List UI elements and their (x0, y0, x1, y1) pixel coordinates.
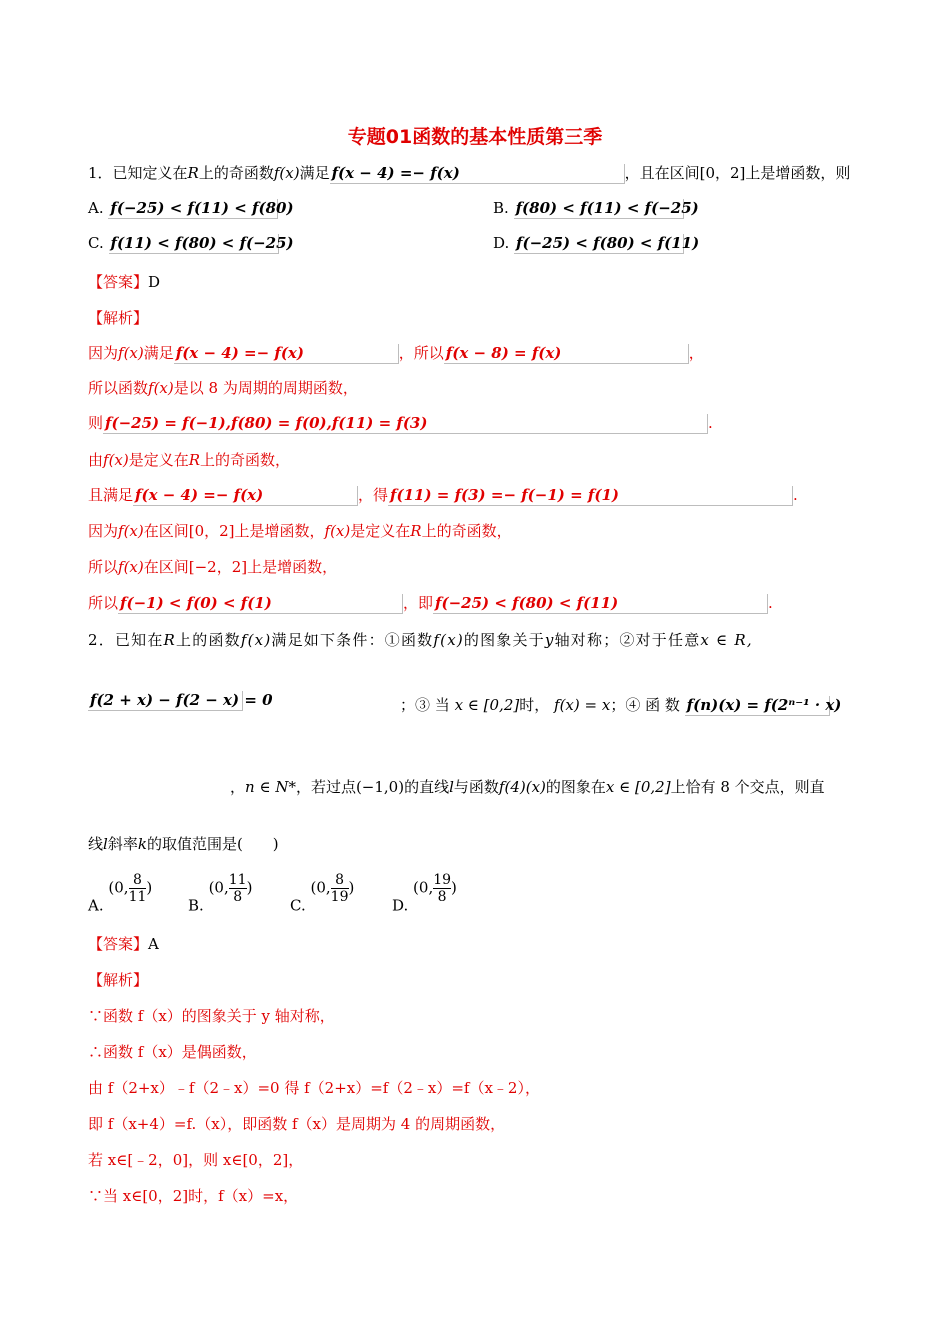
sol-text: 由 (88, 451, 104, 469)
sol-text: 满足 (143, 344, 174, 362)
answer-label: 【答案】 (88, 935, 149, 953)
sol-text: 是定义在 (128, 451, 189, 469)
q2-answer (88, 934, 159, 954)
option-formula: f(11) < f(80) < f(−25) (110, 234, 294, 252)
sol-text: . (793, 486, 798, 504)
q2-solution-line: ∵函数 f（x）的图象关于 y 轴对称， (88, 1007, 335, 1025)
q2-math: f(x) (433, 631, 464, 649)
sol-text: 且满足 (88, 486, 134, 504)
sol-text: 在区间[0，2]上是增函数， (143, 522, 325, 540)
sol-text: 所以 (88, 558, 119, 576)
sol-math: f(x) (324, 522, 351, 540)
q2-math: y (544, 631, 555, 649)
q1-solution-line (88, 378, 358, 398)
option-formula: f(−25) < f(80) < f(11) (516, 234, 700, 252)
option-text: ) (348, 878, 355, 897)
q2-math: x ∈ [0,2] (454, 696, 520, 714)
sol-text: ，得 (358, 486, 389, 504)
q1-option-c (88, 233, 294, 254)
q1-stem-text: 满足 (299, 164, 330, 182)
option-letter: D. (493, 234, 510, 252)
sol-formula: f(−25) < f(80) < f(11) (433, 594, 768, 614)
q2-text: 的取值范围是( ) (146, 835, 279, 853)
sol-math: R (188, 451, 201, 469)
option-text: ) (246, 878, 253, 897)
q2-math: l (103, 835, 108, 853)
q1-solution-line (88, 450, 290, 470)
answer-value: A (148, 935, 159, 953)
q2-solution-line: ∵当 x∈[0，2]时，f（x）=x， (88, 1187, 299, 1205)
option-fraction (129, 872, 147, 905)
fraction-denominator: 8 (433, 888, 451, 905)
q1-condition-formula: f(x − 4) =− f(x) (330, 164, 625, 184)
sol-text: 上的奇函数， (421, 522, 512, 540)
q2-text: 上恰有 8 个交点，则直 (670, 778, 825, 796)
option-letter: A. (88, 896, 104, 915)
q2-text: 的图象在 (545, 778, 606, 796)
fraction-numerator: 11 (228, 872, 247, 888)
option-text: (0, (310, 878, 331, 897)
q2-stem-line (88, 834, 279, 854)
sol-text: ，即 (403, 594, 434, 612)
q1-solution-line (88, 413, 713, 434)
fraction-denominator: 11 (128, 889, 147, 905)
option-fraction (331, 872, 349, 905)
fraction-denominator: 8 (229, 888, 247, 905)
q1-analysis-label: 【解析】 (88, 309, 149, 327)
sol-math: f(x) (103, 451, 129, 469)
q2-math: x ∈ R, (700, 631, 753, 649)
q2-solution-line: ∴函数 f（x）是偶函数， (88, 1043, 257, 1061)
q2-option-d (392, 872, 457, 916)
sol-text: . (768, 594, 773, 612)
sol-math: f(x) (118, 344, 144, 362)
fraction-numerator: 8 (335, 872, 345, 888)
option-formula: f(−25) < f(11) < f(80) (110, 199, 294, 217)
q1-R: R (187, 164, 199, 182)
q1-stem-text: 1．已知定义在 (88, 164, 188, 182)
q2-stem-line (88, 690, 273, 711)
q2-stem-line (400, 695, 842, 716)
q1-solution-line (88, 521, 512, 541)
option-fraction (229, 872, 247, 905)
q1-solution-line (88, 343, 704, 364)
q2-formula: f(2 + x) − f(2 − x) = 0 (90, 691, 273, 709)
sol-text: . (708, 414, 713, 432)
sol-formula: f(x − 8) = f(x) (444, 344, 689, 364)
q2-text: 线 (88, 835, 104, 853)
q2-math: f(x) = x (554, 696, 611, 714)
q2-math: f(4)(x) (498, 778, 546, 796)
option-letter: D. (392, 896, 409, 915)
answer-value: D (148, 273, 161, 291)
q2-text: ，若过点(−1,0)的直线 (295, 778, 450, 796)
fraction-numerator: 19 (433, 872, 452, 888)
q2-text: 满足如下条件：①函数 (271, 631, 434, 649)
q1-option-b (493, 198, 699, 219)
sol-text: 所以函数 (88, 379, 149, 397)
q1-stem (88, 163, 850, 184)
q2-analysis-label: 【解析】 (88, 971, 149, 989)
q1-stem-text: ，且在区间[0，2]上是增函数，则 (624, 164, 851, 182)
option-text: (0, (108, 878, 129, 897)
sol-formula: f(−25) = f(−1),f(80) = f(0),f(11) = f(3) (103, 414, 708, 434)
q2-math: f(x) (240, 631, 272, 649)
option-formula: f(80) < f(11) < f(−25) (515, 199, 699, 217)
q1-stem-text: 上的奇函数 (198, 164, 274, 182)
option-text: (0, (208, 878, 229, 897)
q2-math: k (137, 835, 147, 853)
fraction-denominator: 19 (330, 889, 349, 905)
q2-option-c (290, 872, 354, 916)
q2-solution-line: 由 f（2+x）﹣f（2﹣x）=0 得 f（2+x）=f（2﹣x）=f（x﹣2）， (88, 1079, 540, 1097)
q2-text: 斜率 (107, 835, 138, 853)
sol-text: 所以 (88, 594, 119, 612)
option-text: ) (146, 878, 153, 897)
sol-formula: f(x − 4) =− f(x) (174, 344, 399, 364)
sol-math: R (410, 522, 422, 540)
sol-formula: f(11) = f(3) =− f(−1) = f(1) (388, 486, 793, 506)
q2-option-b (188, 872, 252, 916)
fraction-numerator: 8 (133, 872, 142, 888)
q2-text: 的图象关于 (463, 631, 545, 649)
q2-formula: f(n)(x) = f(2ⁿ⁻¹ · x) (686, 696, 842, 714)
q1-option-a (88, 198, 294, 219)
option-letter: A. (88, 199, 104, 217)
q2-text: 与函数 (453, 778, 499, 796)
q2-stem-line (230, 777, 825, 797)
option-letter: C. (290, 896, 306, 915)
q2-text: 时， (519, 696, 550, 714)
option-letter: B. (188, 896, 204, 915)
sol-formula: f(x − 4) =− f(x) (133, 486, 358, 506)
option-fraction (433, 872, 451, 905)
answer-label: 【答案】 (88, 273, 149, 291)
q2-text: 2．已知在 (88, 631, 164, 649)
q2-math: l (449, 778, 454, 796)
q2-solution-line: 即 f（x+4）=f.（x），即函数 f（x）是周期为 4 的周期函数， (88, 1115, 506, 1133)
sol-text: ， (688, 344, 704, 362)
sol-text: 是定义在 (350, 522, 411, 540)
page-title: 专题01函数的基本性质第三季 (347, 126, 603, 148)
sol-text: 则 (88, 414, 104, 432)
q2-text: 轴对称；②对于任意 (554, 631, 701, 649)
q1-fx: f(x) (273, 164, 300, 182)
q2-text: ；④ 函 数 (610, 696, 680, 714)
sol-text: 上的奇函数， (200, 451, 291, 469)
q2-math: n ∈ N* (245, 778, 296, 796)
sol-text: 因为 (88, 522, 119, 540)
sol-math: f(x) (148, 379, 174, 397)
q2-math: R (163, 631, 177, 649)
q1-solution-line (88, 557, 337, 577)
q2-solution-line: 若 x∈[﹣2，0]，则 x∈[0，2]， (88, 1151, 304, 1169)
sol-text: 在区间[−2，2]上是增函数， (143, 558, 338, 576)
q2-text: ；③ 当 (400, 696, 450, 714)
q1-answer (88, 272, 160, 292)
option-text: (0, (413, 878, 434, 897)
q2-text: ， (230, 778, 246, 796)
option-letter: B. (493, 199, 509, 217)
q2-text: 上的函数 (176, 631, 241, 649)
sol-math: f(x) (118, 558, 144, 576)
q1-solution-line (88, 593, 773, 614)
q1-solution-line (88, 485, 798, 506)
q1-option-d (493, 233, 700, 254)
sol-text: 是以 8 为周期的周期函数， (173, 379, 358, 397)
q2-stem-line (88, 630, 753, 650)
q2-option-a (88, 872, 152, 916)
option-text: ) (451, 878, 457, 897)
sol-text: 因为 (88, 344, 119, 362)
q2-math: x ∈ [0,2] (605, 778, 671, 796)
option-letter: C. (88, 234, 104, 252)
sol-math: f(x) (118, 522, 144, 540)
sol-formula: f(−1) < f(0) < f(1) (118, 594, 403, 614)
sol-text: ，所以 (398, 344, 444, 362)
